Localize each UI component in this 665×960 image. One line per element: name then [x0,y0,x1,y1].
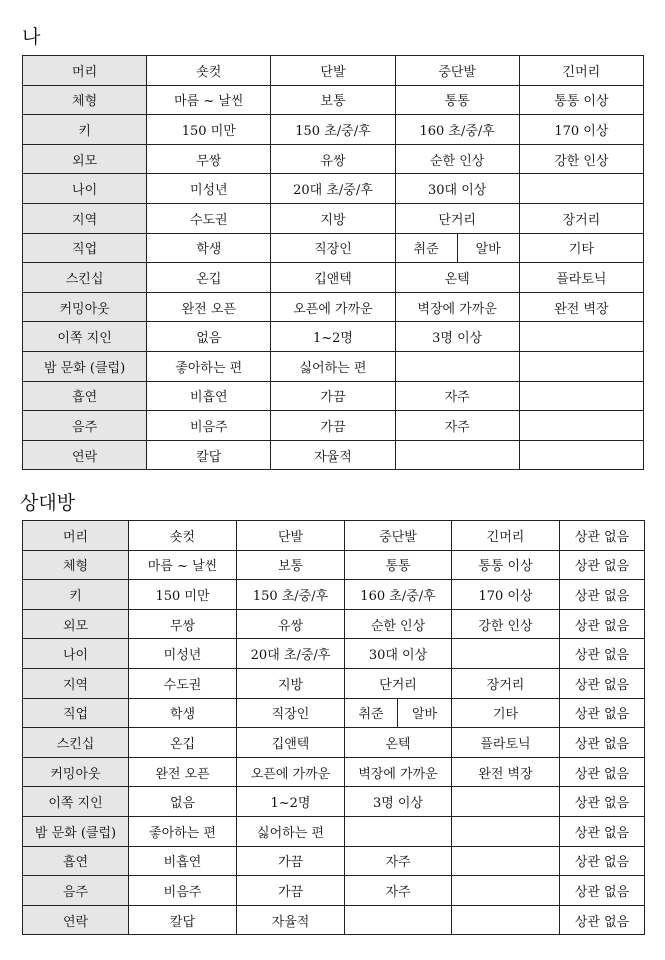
option-cell: 상관 없음 [560,580,645,610]
option-cell: 단거리 [395,203,519,233]
table-row [23,580,645,610]
option-cell: 온깁 [147,263,271,293]
option-cell: 학생 [147,233,271,263]
option-cell: 보통 [271,85,395,115]
option-cell: 좋아하는 편 [147,351,271,381]
option-cell: 상관 없음 [560,550,645,580]
option-cell: 상관 없음 [560,846,645,876]
table-row [23,698,645,728]
option-cell: 상관 없음 [560,816,645,846]
option-cell: 유쌍 [271,144,395,174]
option-cell: 자주 [345,876,452,906]
option-cell: 1~2명 [237,787,345,817]
table-row [23,203,644,233]
table-row [23,905,645,935]
option-cell: 가끔 [271,381,395,411]
table-row [23,639,645,669]
empty-cell [452,787,560,817]
option-cell: 오픈에 가까운 [271,292,395,322]
table-row [23,846,645,876]
option-cell: 취준 [345,698,398,728]
option-cell: 3명 이상 [345,787,452,817]
row-label: 스킨십 [23,263,147,293]
option-cell: 170 이상 [452,580,560,610]
option-cell: 마름 ~ 날씬 [147,85,271,115]
option-cell: 무쌍 [147,144,271,174]
option-cell: 기타 [452,698,560,728]
table-row [23,668,645,698]
my-profile-heading: 나 [22,26,41,48]
table-row [23,728,645,758]
row-label: 음주 [23,876,129,906]
empty-cell [345,816,452,846]
option-cell: 통통 [345,550,452,580]
table-row [23,263,644,293]
option-cell: 통통 [395,85,519,115]
option-cell: 지방 [237,668,345,698]
option-cell: 유쌍 [237,609,345,639]
option-cell: 완전 벽장 [519,292,643,322]
partner-preference-table [22,520,645,935]
option-cell: 자주 [395,411,519,441]
table-row [23,56,644,86]
table-row [23,174,644,204]
row-label: 밤 문화 (클럽) [23,351,147,381]
empty-cell [519,174,643,204]
option-cell: 1~2명 [271,322,395,352]
option-cell: 없음 [129,787,237,817]
option-cell: 상관 없음 [560,905,645,935]
option-cell: 비흡연 [147,381,271,411]
option-cell: 30대 이상 [345,639,452,669]
row-label: 나이 [23,174,147,204]
option-cell: 알바 [398,698,452,728]
row-label: 키 [23,580,129,610]
option-cell: 플라토닉 [519,263,643,293]
option-cell: 숏컷 [129,521,237,551]
option-cell: 160 초/중/후 [345,580,452,610]
table-row [23,550,645,580]
option-cell: 좋아하는 편 [129,816,237,846]
option-cell: 오픈에 가까운 [237,757,345,787]
option-cell: 완전 오픈 [147,292,271,322]
empty-cell [519,351,643,381]
row-label: 커밍아웃 [23,292,147,322]
option-cell: 상관 없음 [560,639,645,669]
option-cell: 자주 [345,846,452,876]
option-cell: 취준 [395,233,457,263]
row-label: 머리 [23,56,147,86]
row-label: 지역 [23,203,147,233]
option-cell: 상관 없음 [560,876,645,906]
empty-cell [452,639,560,669]
option-cell: 벽장에 가까운 [345,757,452,787]
table-row [23,440,644,470]
option-cell: 상관 없음 [560,609,645,639]
row-label: 밤 문화 (클럽) [23,816,129,846]
option-cell: 가끔 [271,411,395,441]
row-label: 외모 [23,609,129,639]
option-cell: 상관 없음 [560,521,645,551]
row-label: 흡연 [23,846,129,876]
row-label: 외모 [23,144,147,174]
option-cell: 장거리 [519,203,643,233]
option-cell: 중단발 [345,521,452,551]
table-row [23,787,645,817]
option-cell: 수도권 [147,203,271,233]
empty-cell [452,876,560,906]
option-cell: 직장인 [237,698,345,728]
option-cell: 가끔 [237,846,345,876]
option-cell: 3명 이상 [395,322,519,352]
option-cell: 20대 초/중/후 [237,639,345,669]
table-row [23,85,644,115]
option-cell: 보통 [237,550,345,580]
option-cell: 벽장에 가까운 [395,292,519,322]
row-label: 연락 [23,440,147,470]
empty-cell [395,440,519,470]
option-cell: 마름 ~ 날씬 [129,550,237,580]
option-cell: 단발 [271,56,395,86]
option-cell: 통통 이상 [519,85,643,115]
table-row [23,115,644,145]
option-cell: 단발 [237,521,345,551]
option-cell: 싫어하는 편 [271,351,395,381]
option-cell: 플라토닉 [452,728,560,758]
option-cell: 장거리 [452,668,560,698]
option-cell: 중단발 [395,56,519,86]
option-cell: 완전 벽장 [452,757,560,787]
empty-cell [519,411,643,441]
option-cell: 온깁 [129,728,237,758]
option-cell: 온텍 [395,263,519,293]
table-row [23,292,644,322]
option-cell: 학생 [129,698,237,728]
row-label: 직업 [23,698,129,728]
option-cell: 숏컷 [147,56,271,86]
option-cell: 완전 오픈 [129,757,237,787]
row-label: 음주 [23,411,147,441]
empty-cell [519,322,643,352]
table-row [23,381,644,411]
option-cell: 깁앤텍 [237,728,345,758]
row-label: 지역 [23,668,129,698]
empty-cell [519,381,643,411]
row-label: 키 [23,115,147,145]
table-row [23,521,645,551]
row-label: 머리 [23,521,129,551]
option-cell: 통통 이상 [452,550,560,580]
table-row [23,322,644,352]
option-cell: 20대 초/중/후 [271,174,395,204]
empty-cell [519,440,643,470]
option-cell: 상관 없음 [560,757,645,787]
option-cell: 무쌍 [129,609,237,639]
option-cell: 칼답 [129,905,237,935]
option-cell: 기타 [519,233,643,263]
option-cell: 자율적 [237,905,345,935]
table-row [23,144,644,174]
option-cell: 강한 인상 [452,609,560,639]
option-cell: 자율적 [271,440,395,470]
empty-cell [452,846,560,876]
option-cell: 순한 인상 [345,609,452,639]
row-label: 커밍아웃 [23,757,129,787]
row-label: 연락 [23,905,129,935]
option-cell: 150 초/중/후 [237,580,345,610]
option-cell: 단거리 [345,668,452,698]
option-cell: 가끔 [237,876,345,906]
table-row [23,876,645,906]
row-label: 체형 [23,550,129,580]
option-cell: 비음주 [129,876,237,906]
option-cell: 알바 [457,233,519,263]
option-cell: 상관 없음 [560,787,645,817]
option-cell: 150 미만 [129,580,237,610]
option-cell: 없음 [147,322,271,352]
option-cell: 지방 [271,203,395,233]
empty-cell [345,905,452,935]
row-label: 흡연 [23,381,147,411]
option-cell: 긴머리 [519,56,643,86]
option-cell: 상관 없음 [560,728,645,758]
row-label: 나이 [23,639,129,669]
row-label: 체형 [23,85,147,115]
empty-cell [395,351,519,381]
option-cell: 자주 [395,381,519,411]
option-cell: 깁앤텍 [271,263,395,293]
option-cell: 상관 없음 [560,668,645,698]
option-cell: 비흡연 [129,846,237,876]
my-profile-table [22,55,644,470]
option-cell: 미성년 [147,174,271,204]
option-cell: 160 초/중/후 [395,115,519,145]
row-label: 직업 [23,233,147,263]
option-cell: 강한 인상 [519,144,643,174]
option-cell: 미성년 [129,639,237,669]
option-cell: 150 초/중/후 [271,115,395,145]
option-cell: 직장인 [271,233,395,263]
option-cell: 온텍 [345,728,452,758]
table-row [23,411,644,441]
option-cell: 긴머리 [452,521,560,551]
option-cell: 비음주 [147,411,271,441]
option-cell: 상관 없음 [560,698,645,728]
option-cell: 170 이상 [519,115,643,145]
empty-cell [452,905,560,935]
option-cell: 싫어하는 편 [237,816,345,846]
table-row [23,757,645,787]
row-label: 이쪽 지인 [23,787,129,817]
row-label: 스킨십 [23,728,129,758]
table-row [23,816,645,846]
option-cell: 칼답 [147,440,271,470]
table-row [23,351,644,381]
option-cell: 30대 이상 [395,174,519,204]
table-row [23,233,644,263]
row-label: 이쪽 지인 [23,322,147,352]
table-row [23,609,645,639]
option-cell: 150 미만 [147,115,271,145]
empty-cell [452,816,560,846]
option-cell: 순한 인상 [395,144,519,174]
partner-preference-heading: 상대방 [20,492,76,514]
option-cell: 수도권 [129,668,237,698]
